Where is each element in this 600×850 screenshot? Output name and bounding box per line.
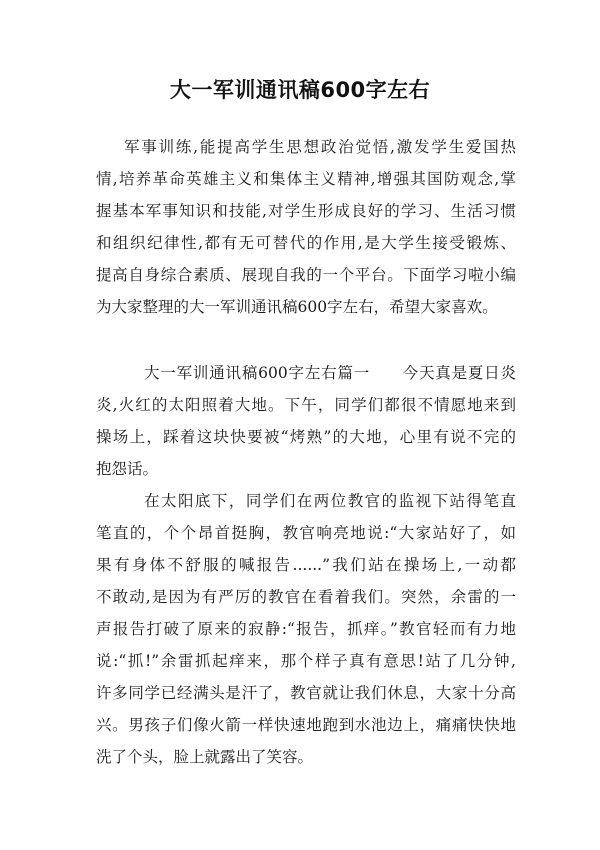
paragraph-line: 握基本军事知识和技能,对学生形成良好的学习、生活习惯 <box>96 202 516 220</box>
paragraph-line: 和组织纪律性,都有无可替代的作用,是大学生接受锻炼、 <box>96 234 516 252</box>
paragraph-line: 炎,火红的太阳照着大地。下午，同学们都很不情愿地来到 <box>96 396 516 414</box>
paragraph-line: 操场上，踩着这块快要被“烤熟”的大地，心里有说不完的 <box>96 428 516 446</box>
paragraph-line: 为大家整理的大一军训通讯稿600字左右，希望大家喜欢。 <box>96 298 498 316</box>
paragraph-line: 提高自身综合素质、展现自我的一个平台。下面学习啦小编 <box>96 266 516 284</box>
paragraph-line: 军事训练,能提高学生思想政治觉悟,激发学生爱国热 <box>124 138 516 156</box>
paragraph-article-one <box>96 357 516 485</box>
document-title: 大一军训通讯稿600字左右 <box>169 78 431 102</box>
paragraph-line: 在太阳底下，同学们在两位教官的监视下站得笔直 <box>144 492 516 510</box>
paragraph-line: 声报告打破了原来的寂静:“报告，抓痒。”教官轻而有力地 <box>96 620 516 638</box>
paragraph-intro <box>96 131 516 323</box>
paragraph-line: 许多同学已经满头是汗了，教官就让我们休息，大家十分高 <box>96 684 516 702</box>
paragraph-line: 笔直的，个个昂首挺胸，教官响亮地说:“大家站好了，如 <box>96 524 516 542</box>
paragraph-line: 兴。男孩子们像火箭一样快速地跑到水池边上，痛痛快快地 <box>96 716 516 734</box>
paragraph-sun-training <box>96 485 516 773</box>
paragraph-line: 说:“抓!”余雷抓起痒来，那个样子真有意思!站了几分钟, <box>96 652 516 670</box>
paragraph-line: 果有身体不舒服的喊报告......”我们站在操场上,一动都 <box>96 556 516 574</box>
paragraph-line: 洗了个头，脸上就露出了笑容。 <box>96 748 314 766</box>
paragraph-line: 情,培养革命英雄主义和集体主义精神,增强其国防观念,掌 <box>96 170 516 188</box>
paragraph-line: 抱怨话。 <box>96 460 159 478</box>
paragraph-line: 不敢动,是因为有严厉的教官在看着我们。突然，余雷的一 <box>96 588 516 606</box>
paragraph-line: 大一军训通讯稿600字左右篇一 今天真是夏日炎 <box>144 364 516 382</box>
